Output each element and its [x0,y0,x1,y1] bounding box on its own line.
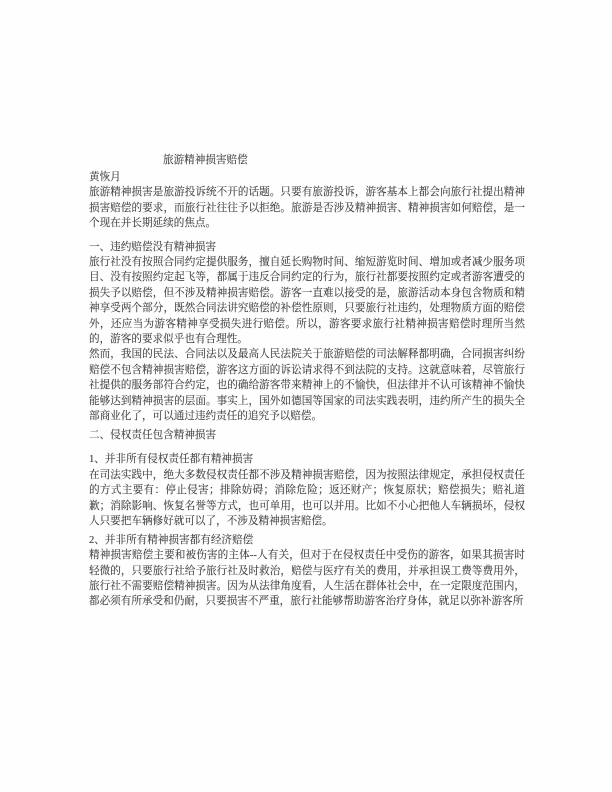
section-1-paragraph-1: 旅行社没有按照合同约定提供服务，擅自延长购物时间、缩短游览时间、增加或者减少服务项目、没有按照约定起飞等，都属于违反合同约定的行为，旅行社都要按照约定或者游客遭受的损失予以赔偿，但不涉及精神损害赔偿。游客一直难以接受的是，旅游活动本身包含物质和精神享受两个部分，既然合同法讲究赔偿的补偿性原则，只要旅行社违约，处理物质方面的赔偿外，还应当为游客精神享受损失进行赔偿。所以，游客要求旅行社精神损害赔偿时理所当然的，游客的要求似乎也有合理性。 [89,256,525,345]
section-2-subsection-1-heading: 1、并非所有侵权责任都有精神损害 [89,454,254,466]
section-2-subsection-1-paragraph: 在司法实践中，绝大多数侵权责任都不涉及精神损害赔偿，因为按照法律规定，承担侵权责任的方式主要有：停止侵害；排除妨碍；消除危险；返还财产；恢复原状；赔偿损失；赔礼道歉；消除影响、恢复名誉等方式，也可单用，也可以并用。比如不小心把他人车辆损坏，侵权人只要把车辆修好就可以了，不涉及精神损害赔偿。 [89,469,525,527]
section-2-subsection-2-heading: 2、并非所有精神损害都有经济赔偿 [89,534,254,546]
document-author: 黄恢月 [89,171,121,183]
section-1-heading: 一、违约赔偿没有精神损害 [89,241,217,253]
section-1-paragraph-2: 然而，我国的民法、合同法以及最高人民法院关于旅游赔偿的司法解释都明确，合同损害纠纷赔偿不包含精神损害赔偿，游客这方面的诉讼请求得不到法院的支持。这就意味着，尽管旅行社提供的服务部符合约定，也的确给游客带来精神上的不愉快，但法律并不认可该精神不愉快能够达到精神损害的层面。事实上，国外如德国等国家的司法实践表明，违约所产生的损失全部商业化了，可以通过违约责任的追究予以赔偿。 [89,349,525,422]
intro-paragraph: 旅游精神损害是旅游投诉统不开的话题。只要有旅游投诉，游客基本上都会向旅行社提出精神损害赔偿的要求，而旅行社往往予以拒绝。旅游是否涉及精神损害、精神损害如何赔偿，是一个现在并长期延续的焦点。 [89,187,525,230]
section-2-heading: 二、侵权责任包含精神损害 [89,430,217,442]
section-2-subsection-2-paragraph: 精神损害赔偿主要和被伤害的主体--人有关，但对于在侵权责任中受伤的游客，如果其损害时轻微的，只要旅行社给予旅行社及时救治，赔偿与医疗有关的费用，并承担误工费等费用外，旅行社不需要赔偿精神损害。因为从法律角度看，人生活在群体社会中，在一定限度范围内，都必须有所承受和仍耐，只要损害不严重，旅行社能够帮助游客治疗身体，就足以弥补游客所 [89,550,525,608]
document-title: 旅游精神损害赔偿 [163,155,248,166]
document-content [89,153,525,610]
